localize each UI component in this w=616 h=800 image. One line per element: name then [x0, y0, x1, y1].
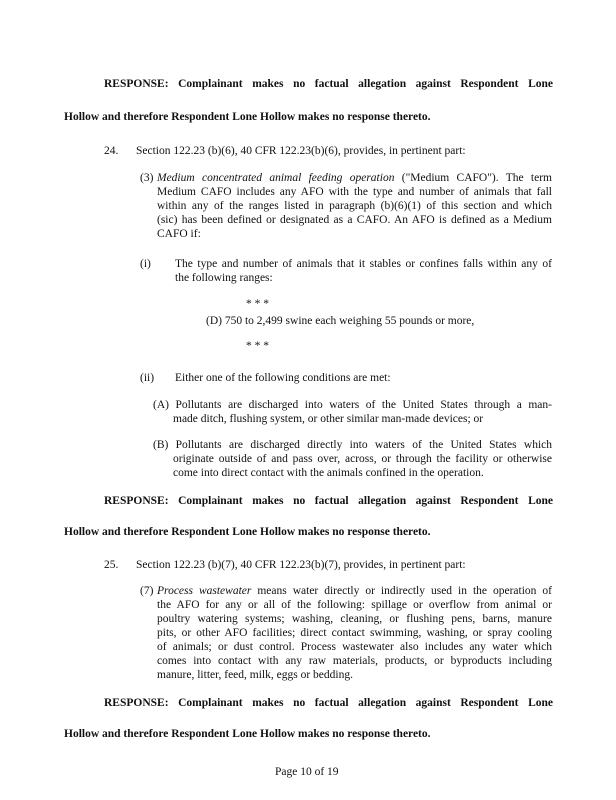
defined-term: Process wastewater: [157, 585, 252, 597]
quote-line-rest: ("Medium CAFO"). The term: [394, 172, 552, 184]
item-line: The type and number of animals that it stables or confines falls within any of: [175, 258, 552, 270]
quote-line: [157, 171, 552, 185]
response-line-1: RESPONSE: Complainant makes no factual allegation against Respondent Lone: [104, 78, 553, 90]
response-line-1: RESPONSE: Complainant makes no factual allegation against Respondent Lone: [104, 495, 553, 507]
ellipsis-stars: * * *: [246, 340, 269, 352]
paragraph-text: Section 122.23 (b)(6), 40 CFR 122.23(b)(6), provides, in pertinent part:: [136, 145, 466, 157]
ellipsis-stars: * * *: [246, 298, 269, 310]
quote-line-rest: means water directly or indirectly used in the operation of: [251, 585, 552, 597]
item-line: the following ranges:: [175, 272, 273, 284]
quote-line: within any of the ranges listed in paragraph (b)(6)(1) of this section and which: [157, 200, 552, 212]
response-line-2: Hollow and therefore Respondent Lone Hollow makes no response thereto.: [64, 111, 431, 123]
defined-term: Medium concentrated animal feeding operation: [157, 172, 395, 184]
quote-line: [157, 584, 552, 598]
quote-line: (sic) has been defined or designated as a CAFO. An AFO is defined as a Medium: [157, 214, 552, 226]
item-number: (ii): [140, 372, 155, 384]
quote-line: comes into contact with any raw materials, products, or byproducts including: [157, 655, 552, 667]
paragraph-number: 24.: [104, 145, 119, 157]
subitem-line: made ditch, flushing system, or other similar man-made devices; or: [173, 413, 484, 425]
quote-number: (7): [140, 585, 154, 597]
quote-line: Medium CAFO includes any AFO with the type and number of animals that fall: [157, 186, 552, 198]
quote-line: poultry watering systems; washing, cleaning, or flushing pens, barns, manure: [157, 613, 552, 625]
quote-line: of animals; or dust control. Process wastewater also includes any water which: [157, 641, 552, 653]
paragraph-text: Section 122.23 (b)(7), 40 CFR 122.23(b)(7), provides, in pertinent part:: [136, 559, 466, 571]
quote-line: the AFO for any or all of the following: spillage or overflow from animal or: [157, 599, 552, 611]
item-number: (i): [140, 258, 151, 270]
response-line-1: RESPONSE: Complainant makes no factual allegation against Respondent Lone: [104, 697, 553, 709]
quote-line: manure, litter, feed, milk, eggs or bedding.: [157, 669, 353, 681]
subitem-line: come into direct contact with the animals confined in the operation.: [173, 467, 484, 479]
subitem-line: originate outside of and pass over, across, or through the facility or otherwise: [173, 453, 552, 465]
response-line-2: Hollow and therefore Respondent Lone Hollow makes no response thereto.: [64, 526, 431, 538]
quote-number: (3): [140, 172, 154, 184]
paragraph-number: 25.: [104, 559, 119, 571]
item-line: Either one of the following conditions are met:: [175, 372, 391, 384]
quote-line: pits, or other AFO facilities; direct contact swimming, washing, or spray cooling: [157, 627, 552, 639]
subitem-line: (A) Pollutants are discharged into waters of the United States through a man-: [153, 399, 552, 411]
page-footer: Page 10 of 19: [275, 766, 339, 778]
subitem-line: (B) Pollutants are discharged directly into waters of the United States which: [153, 439, 552, 451]
subitem-line: (D) 750 to 2,499 swine each weighing 55 pounds or more,: [206, 315, 475, 327]
quote-line: CAFO if:: [157, 228, 201, 240]
response-line-2: Hollow and therefore Respondent Lone Hollow makes no response thereto.: [64, 728, 431, 740]
